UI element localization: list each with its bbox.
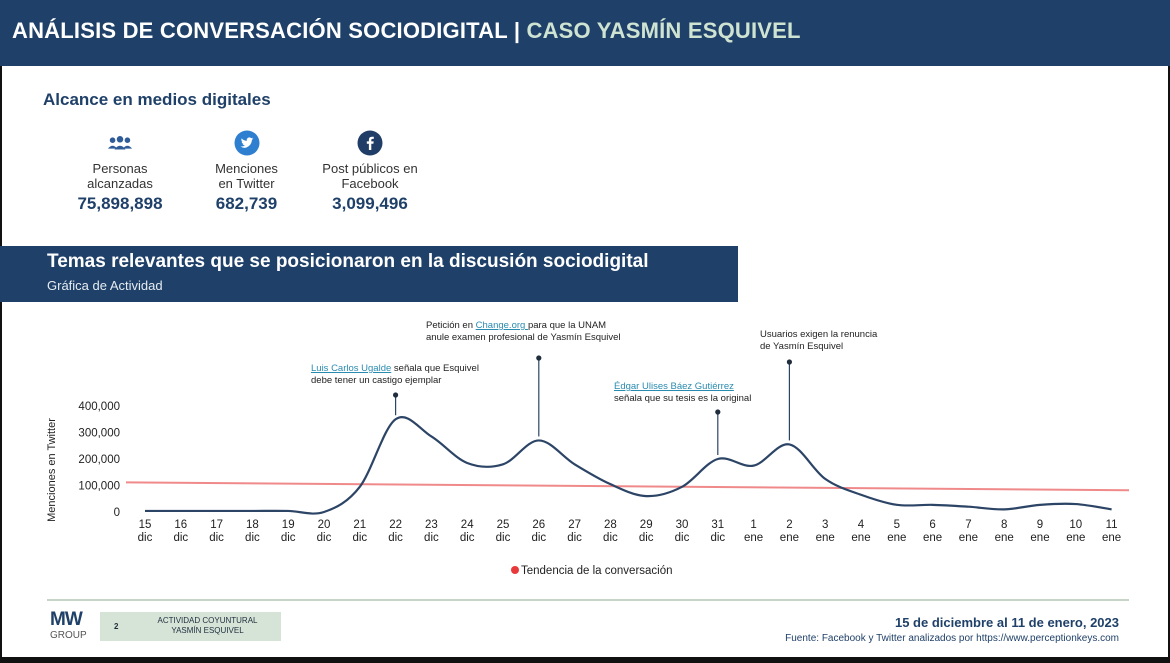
x-tick-day: 29	[639, 519, 653, 531]
y-tick-label: 200,000	[78, 454, 120, 466]
x-tick-month: dic	[137, 532, 153, 544]
x-tick-day: 22	[389, 519, 402, 531]
y-tick-label: 100,000	[78, 480, 120, 493]
x-tick-month: ene	[1030, 532, 1050, 544]
x-tick-day: 4	[857, 519, 865, 531]
x-tick-day: 31	[711, 519, 725, 531]
x-tick-month: dic	[459, 532, 475, 544]
x-tick-day: 9	[1036, 519, 1044, 531]
x-tick-day: 23	[425, 519, 438, 531]
annotation-ugalde: Luis Carlos Ugalde señala que Esquivel debe tener un castigo ejemplar	[311, 363, 479, 386]
x-tick-month: ene	[851, 532, 871, 544]
x-tick-month: ene	[815, 532, 835, 544]
x-tick-day: 25	[496, 519, 510, 531]
annotation-dot	[715, 409, 720, 414]
date-range: 15 de diciembre al 11 de enero, 2023	[894, 615, 1119, 630]
x-tick-day: 28	[604, 519, 617, 531]
kpi-value: 75,898,898	[77, 194, 163, 213]
x-tick-month: ene	[923, 532, 943, 544]
y-tick-label: 300,000	[78, 427, 120, 440]
x-tick-day: 18	[246, 519, 259, 531]
annotation-change-org: Petición en Change.org para que la UNAM anule examen profesional de Yasmín Esquivel	[426, 320, 621, 343]
company-logo: MW GROUP	[50, 609, 87, 641]
x-tick-month: dic	[710, 532, 726, 544]
x-tick-month: dic	[388, 532, 403, 544]
annotation-link[interactable]: Édgar Ulises Báez Gutiérrez	[614, 381, 734, 392]
title-case: CASO YASMÍN ESQUIVEL	[526, 18, 801, 43]
annotation-baez: Édgar Ulises Báez Gutiérrez señala que su tesis es la original	[614, 381, 752, 404]
x-tick-month: dic	[352, 532, 368, 544]
x-tick-month: ene	[994, 532, 1014, 544]
x-tick-day: 24	[460, 519, 474, 531]
x-tick-day: 1	[750, 519, 757, 531]
x-tick-month: ene	[958, 532, 978, 544]
x-tick-month: dic	[424, 532, 439, 544]
y-tick-label: 0	[113, 507, 120, 519]
legend-label: Tendencia de la conversación	[521, 565, 673, 577]
x-tick-day: 20	[317, 519, 331, 531]
x-tick-day: 17	[210, 519, 223, 531]
bottom-strip	[0, 657, 1170, 663]
title-main: ANÁLISIS DE CONVERSACIÓN SOCIODIGITAL |	[12, 18, 527, 43]
x-tick-day: 3	[821, 519, 829, 531]
x-tick-month: ene	[887, 532, 907, 544]
y-tick-label: 400,000	[78, 401, 120, 413]
x-tick-month: ene	[779, 532, 799, 544]
footer-divider	[47, 599, 1129, 601]
x-tick-day: 10	[1069, 519, 1083, 531]
trend-line	[126, 482, 1129, 490]
kpi-label: Personas alcanzadas	[87, 161, 153, 191]
x-tick-day: 19	[281, 519, 295, 531]
x-tick-month: dic	[531, 532, 547, 544]
annotation-dot	[787, 359, 792, 364]
x-tick-month: ene	[744, 532, 764, 544]
annotation-link[interactable]: Change.org	[475, 320, 528, 331]
x-tick-month: dic	[495, 532, 511, 544]
x-tick-month: dic	[316, 532, 332, 544]
section-subtitle: Gráfica de Actividad	[47, 278, 163, 293]
kpi-value: 682,739	[215, 194, 278, 213]
annotation-dot	[536, 355, 541, 360]
mentions-line	[145, 417, 1112, 513]
source-note: Fuente: Facebook y Twitter analizados por https://www.perceptionkeys.com	[785, 633, 1119, 644]
kpi-label: Post públicos en Facebook	[322, 161, 418, 191]
x-tick-month: dic	[567, 532, 582, 544]
annotation-renuncia: Usuarios exigen la renuncia de Yasmín Esquivel	[760, 329, 878, 352]
x-tick-month: ene	[1102, 532, 1122, 544]
annotation-dot	[393, 392, 398, 397]
kpi-label: Menciones en Twitter	[215, 161, 278, 191]
x-tick-month: dic	[245, 532, 260, 544]
x-tick-month: dic	[173, 532, 189, 544]
x-tick-month: dic	[674, 532, 690, 544]
reach-heading: Alcance en medios digitales	[43, 90, 271, 109]
x-tick-day: 15	[138, 519, 152, 531]
legend-marker	[511, 566, 519, 574]
x-tick-month: ene	[1066, 532, 1086, 544]
x-tick-month: dic	[603, 532, 618, 544]
x-tick-day: 16	[174, 519, 188, 531]
y-axis-label: Menciones en Twitter	[46, 418, 58, 522]
x-tick-month: dic	[280, 532, 296, 544]
x-tick-day: 2	[786, 519, 793, 531]
page-number: 2	[114, 622, 119, 631]
section-title: Temas relevantes que se posicionaron en la discusión sociodigital	[47, 251, 649, 272]
x-tick-day: 5	[893, 519, 901, 531]
kpi-value: 3,099,496	[332, 194, 408, 213]
x-tick-day: 11	[1105, 519, 1118, 531]
x-tick-month: dic	[209, 532, 224, 544]
x-tick-day: 6	[929, 519, 936, 531]
footer-badge	[100, 612, 281, 641]
annotation-link[interactable]: Luis Carlos Ugalde	[311, 363, 392, 374]
x-tick-day: 26	[532, 519, 546, 531]
x-tick-day: 21	[353, 519, 367, 531]
x-tick-day: 30	[675, 519, 689, 531]
x-tick-month: dic	[638, 532, 654, 544]
badge-text: ACTIVIDAD COYUNTURAL YASMÍN ESQUIVEL	[157, 616, 258, 635]
x-tick-day: 7	[965, 519, 972, 531]
x-tick-day: 8	[1000, 519, 1008, 531]
x-tick-day: 27	[568, 519, 581, 531]
